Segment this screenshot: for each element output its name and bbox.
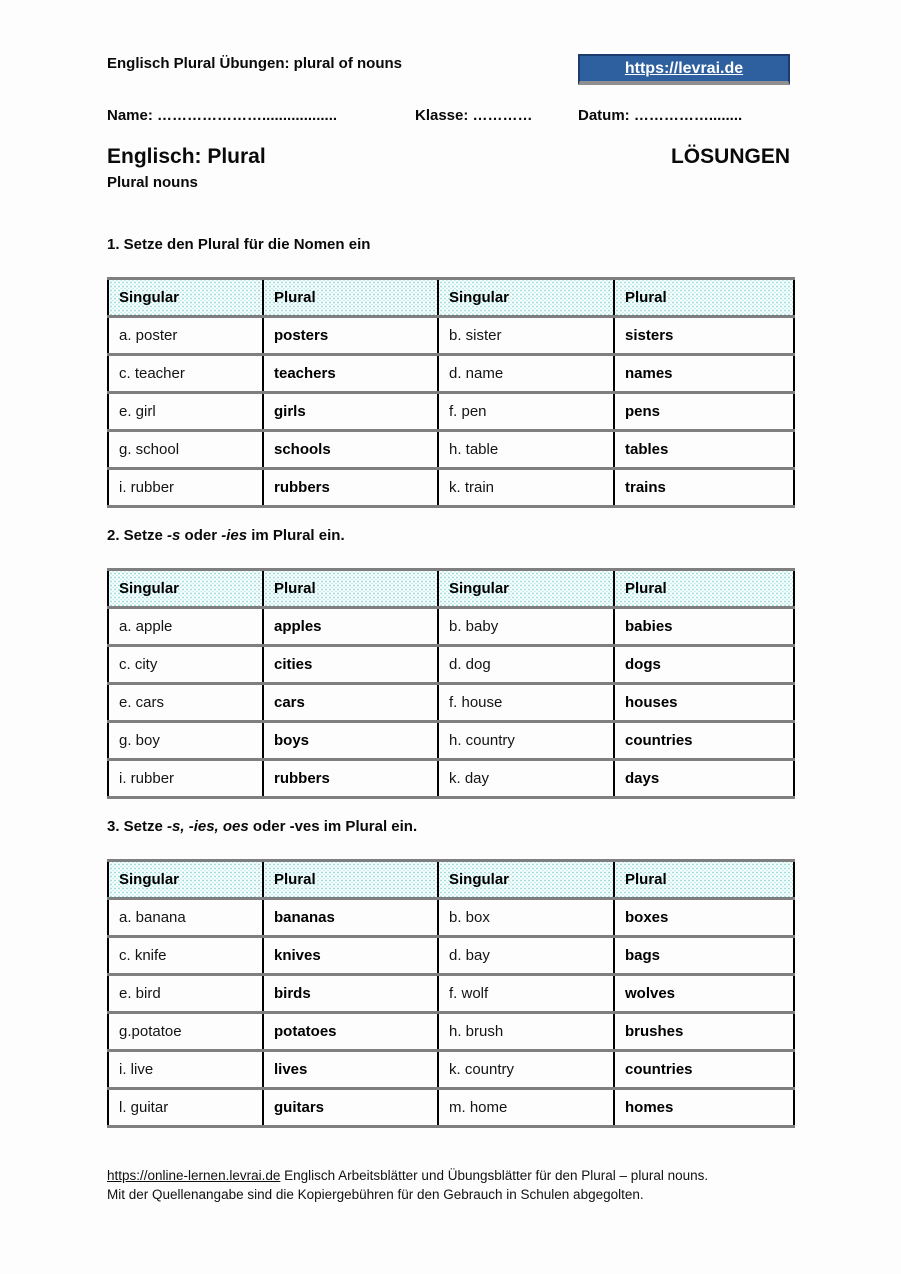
singular-cell: g. school xyxy=(108,431,263,469)
singular-cell: d. bay xyxy=(438,937,614,975)
singular-cell: h. country xyxy=(438,722,614,760)
plural-cell: boxes xyxy=(614,899,794,937)
heading-part: 2. Setze xyxy=(107,527,168,544)
column-header: Plural xyxy=(263,279,438,317)
singular-cell: g. boy xyxy=(108,722,263,760)
column-header: Singular xyxy=(108,279,263,317)
column-header: Plural xyxy=(614,861,794,899)
singular-cell: i. live xyxy=(108,1051,263,1089)
heading-part: im Plural ein. xyxy=(247,527,345,544)
singular-cell: e. cars xyxy=(108,684,263,722)
plural-cell: potatoes xyxy=(263,1013,438,1051)
table-row xyxy=(108,899,794,937)
column-header: Plural xyxy=(614,570,794,608)
levrai-link-box xyxy=(578,54,790,85)
footer-link[interactable]: https://online-lernen.levrai.de xyxy=(107,1168,281,1183)
plural-cell: dogs xyxy=(614,646,794,684)
column-header: Plural xyxy=(263,570,438,608)
solutions-label: LÖSUNGEN xyxy=(670,145,790,168)
name-field-label: Name: ………………….................. xyxy=(107,107,338,124)
table-row xyxy=(108,760,794,798)
plural-cell: bananas xyxy=(263,899,438,937)
plural-cell: bags xyxy=(614,937,794,975)
plural-cell: tables xyxy=(614,431,794,469)
plural-cell: homes xyxy=(614,1089,794,1127)
table-row xyxy=(108,608,794,646)
table-row xyxy=(108,1013,794,1051)
singular-cell: c. teacher xyxy=(108,355,263,393)
table-row xyxy=(108,393,794,431)
singular-cell: d. name xyxy=(438,355,614,393)
footer-line2-text: Mit der Quellenangabe sind die Kopiergebühren für den Gebrauch in Schulen abgegolten. xyxy=(107,1187,644,1202)
heading-part: 3. Setze xyxy=(107,818,168,835)
singular-cell: b. baby xyxy=(438,608,614,646)
plural-cell: countries xyxy=(614,722,794,760)
plural-cell: knives xyxy=(263,937,438,975)
table-row xyxy=(108,355,794,393)
plural-cell: girls xyxy=(263,393,438,431)
klasse-field-label: Klasse: ………… xyxy=(415,107,533,124)
column-header: Singular xyxy=(438,279,614,317)
plural-cell: brushes xyxy=(614,1013,794,1051)
exercise-table-3 xyxy=(107,859,795,1128)
table-row xyxy=(108,684,794,722)
table-row xyxy=(108,469,794,507)
plural-cell: boys xyxy=(263,722,438,760)
heading-part: -ies xyxy=(221,527,248,544)
footer xyxy=(107,1166,827,1204)
table-header-row xyxy=(108,570,794,608)
singular-cell: a. apple xyxy=(108,608,263,646)
singular-cell: i. rubber xyxy=(108,760,263,798)
table-row xyxy=(108,937,794,975)
singular-cell: g.potatoe xyxy=(108,1013,263,1051)
plural-cell: wolves xyxy=(614,975,794,1013)
plural-cell: guitars xyxy=(263,1089,438,1127)
table-row xyxy=(108,646,794,684)
heading-part: oder -ves im Plural ein. xyxy=(248,818,418,835)
levrai-link[interactable]: https://levrai.de xyxy=(624,59,744,77)
singular-cell: k. country xyxy=(438,1051,614,1089)
plural-cell: rubbers xyxy=(263,469,438,507)
singular-cell: h. brush xyxy=(438,1013,614,1051)
plural-cell: pens xyxy=(614,393,794,431)
singular-cell: h. table xyxy=(438,431,614,469)
heading-part: oder xyxy=(180,527,222,544)
section-3-heading xyxy=(107,818,417,835)
datum-field-label: Datum: ……………........ xyxy=(578,107,743,124)
worksheet-title: Englisch: Plural xyxy=(107,145,266,168)
column-header: Plural xyxy=(263,861,438,899)
footer-line1-text: Englisch Arbeitsblätter und Übungsblätter für den Plural – plural nouns. xyxy=(280,1168,709,1183)
plural-cell: teachers xyxy=(263,355,438,393)
page-title: Englisch Plural Übungen: plural of nouns xyxy=(107,55,403,72)
table-row xyxy=(108,975,794,1013)
plural-cell: babies xyxy=(614,608,794,646)
table-header-row xyxy=(108,861,794,899)
worksheet-subtitle: Plural nouns xyxy=(107,174,198,191)
heading-part: 1. Setze den Plural für die Nomen ein xyxy=(107,236,371,253)
exercise-table-2 xyxy=(107,568,795,799)
meta-line xyxy=(107,107,807,124)
section-2-heading xyxy=(107,527,345,544)
plural-cell: rubbers xyxy=(263,760,438,798)
singular-cell: c. knife xyxy=(108,937,263,975)
plural-cell: cities xyxy=(263,646,438,684)
plural-cell: houses xyxy=(614,684,794,722)
singular-cell: i. rubber xyxy=(108,469,263,507)
singular-cell: f. house xyxy=(438,684,614,722)
singular-cell: m. home xyxy=(438,1089,614,1127)
singular-cell: f. wolf xyxy=(438,975,614,1013)
heading-part: -s, -ies, oes xyxy=(167,818,249,835)
plural-cell: birds xyxy=(263,975,438,1013)
singular-cell: a. banana xyxy=(108,899,263,937)
column-header: Singular xyxy=(108,570,263,608)
column-header: Singular xyxy=(108,861,263,899)
table-row xyxy=(108,722,794,760)
singular-cell: f. pen xyxy=(438,393,614,431)
heading-part: -s xyxy=(167,527,181,544)
singular-cell: l. guitar xyxy=(108,1089,263,1127)
plural-cell: cars xyxy=(263,684,438,722)
singular-cell: b. sister xyxy=(438,317,614,355)
plural-cell: schools xyxy=(263,431,438,469)
plural-cell: apples xyxy=(263,608,438,646)
singular-cell: k. train xyxy=(438,469,614,507)
plural-cell: names xyxy=(614,355,794,393)
singular-cell: a. poster xyxy=(108,317,263,355)
column-header: Plural xyxy=(614,279,794,317)
plural-cell: posters xyxy=(263,317,438,355)
section-1-heading xyxy=(107,236,370,253)
table-header-row xyxy=(108,279,794,317)
column-header: Singular xyxy=(438,861,614,899)
singular-cell: e. bird xyxy=(108,975,263,1013)
plural-cell: trains xyxy=(614,469,794,507)
plural-cell: lives xyxy=(263,1051,438,1089)
exercise-table-1 xyxy=(107,277,795,508)
singular-cell: b. box xyxy=(438,899,614,937)
plural-cell: countries xyxy=(614,1051,794,1089)
singular-cell: k. day xyxy=(438,760,614,798)
singular-cell: c. city xyxy=(108,646,263,684)
table-row xyxy=(108,431,794,469)
column-header: Singular xyxy=(438,570,614,608)
singular-cell: d. dog xyxy=(438,646,614,684)
table-row xyxy=(108,1089,794,1127)
table-row xyxy=(108,1051,794,1089)
plural-cell: days xyxy=(614,760,794,798)
table-row xyxy=(108,317,794,355)
singular-cell: e. girl xyxy=(108,393,263,431)
plural-cell: sisters xyxy=(614,317,794,355)
